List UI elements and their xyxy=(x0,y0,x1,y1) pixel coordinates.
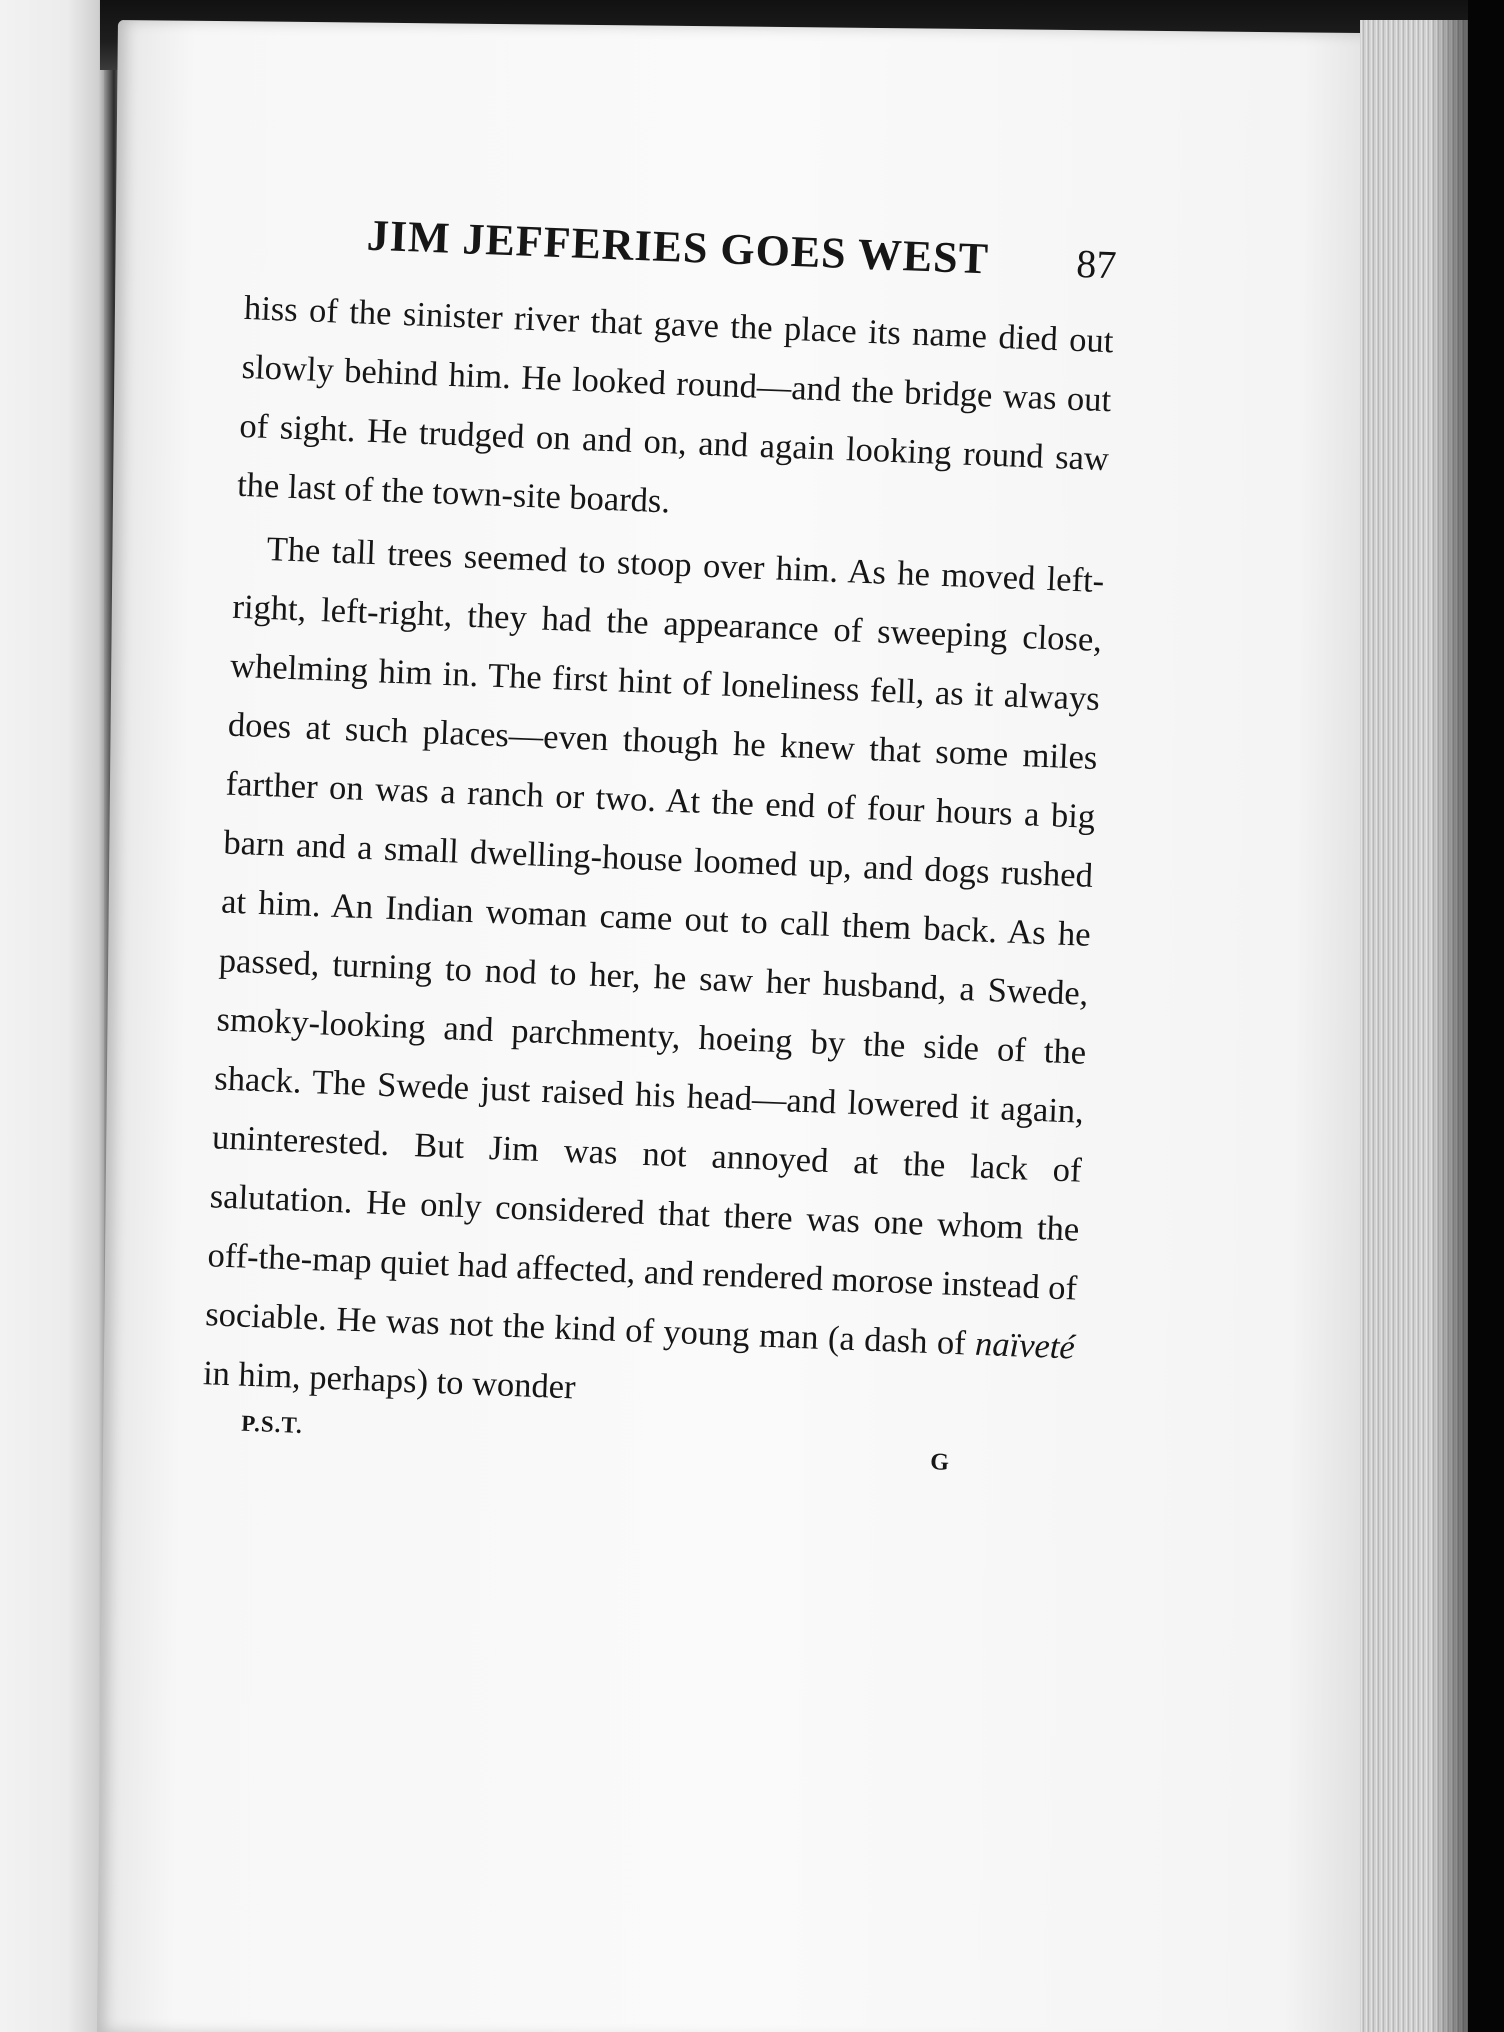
page-text-block xyxy=(200,205,1118,1492)
page-number: 87 xyxy=(1075,240,1118,288)
scan-background-right xyxy=(1468,0,1504,2032)
paragraph-main-text: The tall trees seemed to stoop over him. As he moved left-right, left-right, they had the appearance of sweeping close, whelming him in. The first hint of loneliness fell, as it always does at such places—even though he knew that some miles farther on was a ranch or two. At the end of four hours a big barn and a small dwelling-house loomed up, and dogs rushed at him. An Indian woman came out to call them back. As he passed, turning to nod to her, he saw her husband, a Swede, smoky-looking and parchmenty, hoeing by the side of the shack. The Swede just raised his head—and lowered it again, uninterested. But Jim was not annoyed at the lack of salutation. He only considered that there was one whom the off-the-map quiet had affected, and rendered morose instead of sociable. He was not the kind of young man (a dash of xyxy=(204,529,1105,1363)
running-head-title: JIM JEFFERIES GOES WEST xyxy=(365,210,990,284)
paragraph-continuation: hiss of the sinister river that gave the place its name died out slowly behind him. He looked round—and the bridge was out of sight. He trudged on and on, and again looking round saw the last of the town-site boards. xyxy=(236,288,1115,521)
paragraph-main-tail: in him, perhaps) to wonder xyxy=(202,1354,577,1407)
printer-signature: P.S.T. xyxy=(240,1410,304,1438)
left-page-edge xyxy=(0,0,112,2032)
paragraph-italic-word: naïveté xyxy=(974,1324,1076,1367)
page-edges xyxy=(1360,20,1470,2032)
paragraph-main xyxy=(202,519,1105,1437)
signature-letter: G xyxy=(929,1449,950,1476)
